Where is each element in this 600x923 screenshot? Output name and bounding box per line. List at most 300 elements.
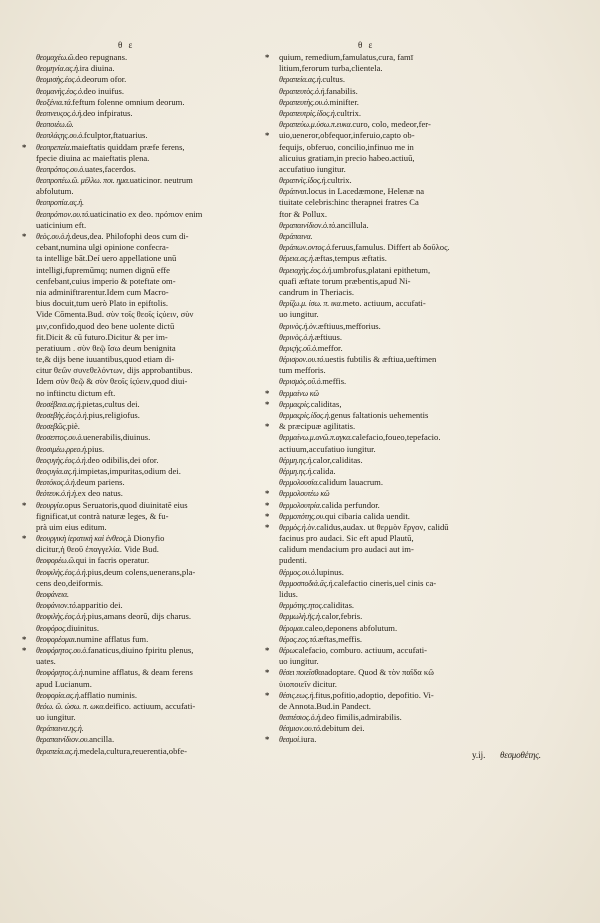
greek-headword: θερμολουσία. — [279, 478, 320, 488]
latin-gloss: æftas,meffis. — [317, 633, 363, 644]
latin-gloss: qui in facris operatur. — [75, 555, 150, 566]
latin-gloss: numine afflatus fum. — [76, 633, 149, 644]
running-head-left: θ ε — [118, 40, 135, 50]
latin-gloss: & præcipuæ agilitatis. — [279, 421, 356, 432]
entry-line — [265, 734, 550, 745]
greek-headword: θεραπαινίδιον.ὁ.τὸ. — [279, 220, 337, 230]
latin-gloss: æftiuus,mefforius. — [317, 320, 381, 331]
entry-line — [265, 276, 550, 287]
greek-headword: θερμαίνω.μ.ανῶ.π.αγκα. — [279, 433, 352, 443]
entry-line — [22, 455, 277, 466]
greek-headword: θεοσεβὴς.έος.ὁ.ἡ. — [36, 411, 89, 420]
entry-line — [22, 142, 277, 153]
entry-line — [265, 623, 550, 634]
latin-gloss: debitum dei. — [321, 723, 365, 734]
latin-gloss: facinus pro audaci. Sic eft apud Plautū, — [279, 533, 414, 544]
greek-headword: θεότευκ.ό.ἡ.ἡ. — [36, 489, 78, 499]
latin-gloss: cultrix. — [327, 175, 352, 186]
latin-gloss: uenerabilis,diuinus. — [82, 432, 151, 443]
entry-line — [265, 466, 550, 477]
entry-line — [22, 399, 277, 410]
latin-gloss: deus,dea. Philofophi deos cum di- — [71, 231, 189, 241]
greek-headword: θερμὸς.ἡ.ὸν. — [279, 522, 317, 532]
entry-line — [265, 321, 550, 332]
greek-headword: θεραπνὶς.ίδος.ἡ. — [279, 176, 328, 186]
greek-headword: θεοσεβῶς. — [36, 422, 68, 432]
entry-line — [22, 298, 277, 309]
latin-gloss: calefacio,foueo,tepefacio. — [351, 432, 441, 443]
entry-line — [22, 488, 277, 499]
latin-gloss: quium, remedium,famulatus,cura, famī — [279, 52, 414, 62]
latin-gloss: actiuum,accufatiuo iungitur. — [279, 443, 376, 454]
entry-line — [265, 376, 550, 387]
entry-line — [265, 600, 550, 611]
asterisk-mark: * — [22, 533, 27, 544]
entry-line — [22, 119, 277, 130]
latin-gloss: meffor. — [317, 342, 343, 353]
latin-gloss: medela,cultura,reuerentia,obfe- — [79, 745, 187, 756]
entry-line — [22, 164, 277, 175]
latin-gloss: caliditas, — [310, 398, 342, 409]
entry-line — [22, 701, 277, 712]
latin-gloss: no inftinctu dictum eft. — [36, 387, 116, 398]
asterisk-mark: * — [265, 52, 270, 62]
greek-headword: θεοφόρος. — [36, 623, 67, 633]
greek-headword: θερμότης.ητος. — [279, 601, 324, 611]
running-head-right: θ ε — [358, 40, 375, 50]
greek-headword: θεοφάνιον.τό. — [36, 601, 78, 611]
greek-headword: θεοξένια.τά. — [36, 97, 73, 107]
latin-gloss: caliditas. — [323, 600, 355, 611]
latin-gloss: uo iungitur. — [279, 309, 319, 320]
latin-gloss: uates. — [36, 656, 56, 667]
entry-line — [22, 511, 277, 522]
greek-headword: θερίζω.μ. ίσω. π. ικα. — [279, 299, 343, 309]
asterisk-mark: * — [22, 644, 27, 655]
latin-gloss: cenfebant,cuius imperio & poteftate om- — [36, 275, 176, 286]
greek-headword: θερμαςρὶς. — [279, 399, 311, 409]
greek-headword: θεοσεπτος.ου.ὁ. — [36, 433, 83, 443]
entry-line — [265, 690, 550, 701]
greek-headword: θεοφάνεια. — [36, 590, 69, 599]
entry-line — [22, 611, 277, 622]
entry-line — [22, 533, 277, 544]
latin-gloss: meffis. — [322, 376, 347, 387]
latin-gloss: calida. — [312, 465, 336, 476]
latin-gloss: à Dionyfio — [127, 533, 165, 544]
entry-line — [265, 645, 550, 656]
entry-line — [265, 455, 550, 466]
entry-line — [265, 209, 550, 220]
asterisk-mark: * — [22, 231, 27, 241]
entry-line — [265, 611, 550, 622]
entry-line — [22, 466, 277, 477]
latin-gloss: fanabilis. — [326, 85, 358, 96]
greek-headword: θεράπναι. — [279, 187, 309, 197]
greek-headword: θέρμος.ου.ὁ. — [279, 567, 317, 577]
entry-line — [22, 287, 277, 298]
latin-gloss: deo inuifus. — [83, 85, 125, 96]
greek-headword: θεραπεύω.μ.ύσω.π.ευκα. — [279, 120, 353, 130]
asterisk-mark: * — [22, 499, 27, 510]
greek-headword: θεοφορέομαι. — [36, 634, 77, 644]
latin-gloss: apud Lucianum. — [36, 678, 92, 689]
greek-headword: θεραπεία.ας.ἡ. — [279, 75, 323, 85]
latin-gloss: ta intellige bāt.Deí uero appellatione unū — [36, 253, 177, 264]
greek-headword: θεοπροπία.ας.ἡ. — [36, 198, 84, 208]
latin-gloss: intelligi,fupremūmq; numen dignū effe — [36, 264, 170, 275]
entry-line — [265, 298, 550, 309]
greek-headword: θεουργία. — [36, 500, 65, 510]
latin-gloss: deifico. actiuum, accufati- — [105, 700, 196, 711]
entry-line — [265, 432, 550, 443]
latin-gloss: umbrofus,platani epithetum, — [333, 264, 431, 275]
latin-gloss: prà uim eius editum. — [36, 521, 107, 532]
latin-gloss: maieftatis quiddam præfe ferens, — [71, 141, 185, 152]
greek-headword: θέρεια.ας.ἡ. — [279, 254, 315, 264]
entry-line — [265, 119, 550, 130]
greek-headword: θεραπευτὴς.ου.ὁ. — [279, 97, 330, 107]
entry-line — [22, 130, 277, 141]
latin-gloss: uaticinium eft. — [36, 219, 87, 230]
latin-gloss: uio,ueneror,obfequor,inferuio,capto ob- — [279, 130, 415, 141]
entry-line — [22, 108, 277, 119]
entry-line — [265, 164, 550, 175]
greek-headword: θέσις.εως.ἡ. — [279, 690, 316, 700]
greek-headword: θεουργικὴ ἱερατικὴ καὶ ἐνθεος, — [36, 534, 128, 544]
greek-headword: θεραπευτρὶς.ίδος.ἡ. — [279, 108, 337, 118]
asterisk-mark: * — [265, 689, 270, 700]
greek-headword: θεοπλάςης.ου.ὁ. — [36, 131, 84, 141]
greek-headword: θεσπέσιος.ὁ.ἡ. — [279, 713, 322, 723]
greek-headword: θερμολουτέω κῶ — [279, 489, 330, 499]
latin-gloss: bius docuit,tum uerò Plato in epiftolis. — [36, 298, 168, 309]
entry-line — [22, 634, 277, 645]
entry-line — [22, 656, 277, 667]
entry-line — [22, 734, 277, 745]
asterisk-mark: * — [265, 499, 270, 510]
entry-line — [265, 253, 550, 264]
latin-gloss: qui cibaria calida uendit. — [324, 510, 410, 521]
latin-gloss: meto. actiuum, accufati- — [342, 298, 426, 309]
entry-line — [22, 444, 277, 455]
entry-line — [265, 175, 550, 186]
latin-gloss: afflatio numinis. — [80, 689, 138, 700]
latin-gloss: pius. — [87, 443, 105, 454]
entry-line — [22, 746, 277, 757]
entry-line — [22, 712, 277, 723]
greek-headword: θερινὸς.ὁ.ἡ. — [279, 332, 315, 342]
entry-line — [265, 544, 550, 555]
entry-line — [22, 365, 277, 376]
greek-headword: θερμολουτρία. — [279, 500, 322, 510]
latin-gloss: deo odibilis,dei ofor. — [87, 454, 159, 465]
entry-line — [22, 567, 277, 578]
entry-line — [265, 421, 550, 432]
latin-gloss: fit.Dicit & cū futuro.Dicitur & per im- — [36, 331, 168, 342]
asterisk-mark: * — [265, 387, 270, 398]
latin-gloss: feruus,famulus. Differt ab δοῦλος. — [331, 242, 450, 253]
greek-headword: θεοπροπέω.ῶ. μέλλω. ποι. ημα. — [36, 176, 130, 186]
greek-headword: θεραπεία.ας.ἡ. — [36, 746, 80, 756]
greek-headword: θέρισρον.ου.τό. — [279, 355, 326, 365]
greek-headword: θεοφόρητος.ου.ὁ. — [36, 645, 88, 655]
latin-gloss: æftas,tempus æftatis. — [314, 253, 387, 264]
entry-line — [265, 231, 550, 242]
entry-line — [265, 656, 550, 667]
greek-headword: θερισμὸς.οῦ.ὁ. — [279, 377, 323, 387]
greek-headword: θερινὸς.ἡ.ὸν. — [279, 321, 318, 331]
entry-line — [22, 410, 277, 421]
greek-headword: θεομανὴς.έος.ὁ. — [36, 86, 84, 96]
latin-gloss: deo infpiratus. — [82, 107, 133, 118]
entry-line — [265, 410, 550, 421]
entry-line — [22, 321, 277, 332]
latin-gloss: tiuitate celebris:hinc therapnei fratres Ca — [279, 197, 419, 208]
latin-gloss: Idem σὺν θεῷ & σὺν θεοῖς ἰςύειν,quod diui- — [36, 376, 188, 387]
entry-line — [265, 667, 550, 678]
right-column — [265, 52, 550, 746]
entry-line — [265, 153, 550, 164]
latin-gloss: μιν,confido,quod deo bene uolente dictū — [36, 320, 175, 331]
catchword: θεσμοθέτης. — [500, 750, 541, 760]
latin-gloss: genus faltationis uehementis — [330, 410, 429, 420]
latin-gloss: dicitur,ἡ θεοῦ ἐπαγγελία. Vide Bud. — [36, 544, 159, 555]
greek-headword: θεράπαινα. — [279, 232, 313, 241]
latin-gloss: deo fimilis,admirabilis. — [321, 712, 402, 723]
greek-headword: θεοφιλὴς.έος.ὁ.ἡ. — [36, 612, 88, 622]
entry-line — [22, 220, 277, 231]
entry-line — [22, 309, 277, 320]
latin-gloss: fitus,pofitio,adoptio, depofitio. Vi- — [315, 689, 434, 700]
entry-line — [22, 421, 277, 432]
asterisk-mark: * — [265, 734, 270, 745]
asterisk-mark: * — [265, 644, 270, 655]
latin-gloss: cultrix. — [336, 107, 362, 118]
entry-line — [22, 153, 277, 164]
latin-gloss: nia adminiftrarentur.Idem cum Macro- — [36, 286, 169, 297]
entry-line — [265, 52, 550, 63]
latin-gloss: pius,amans deorū, dijs charus. — [87, 611, 191, 622]
entry-line — [265, 265, 550, 276]
greek-headword: θεοπρεπεία. — [36, 142, 72, 152]
entry-line — [265, 63, 550, 74]
greek-headword: θέρμη.ης.ἡ. — [279, 466, 313, 476]
latin-gloss: alicuius gratiam,in precio habeo.actiuū, — [279, 152, 415, 163]
entry-line — [22, 477, 277, 488]
latin-gloss: uates,facerdos. — [84, 163, 136, 174]
entry-line — [22, 97, 277, 108]
entry-line — [22, 276, 277, 287]
greek-headword: θέσμιον.ου.τό. — [279, 724, 322, 734]
greek-headword: θεσμοὶ. — [279, 735, 301, 745]
latin-gloss: pius,deum colens,uenerans,pla- — [87, 566, 196, 577]
greek-headword: θερμαίνω κῶ — [279, 388, 319, 398]
latin-gloss: citur θεῶν συνεθελόντων, dijs approbantibus. — [36, 365, 193, 376]
asterisk-mark: * — [22, 633, 27, 644]
latin-gloss: calor,febris. — [321, 611, 363, 622]
latin-gloss: caleo,deponens abfolutum. — [304, 622, 398, 633]
greek-headword: θεοπρόπος.ου.ὁ. — [36, 164, 85, 174]
latin-gloss: ira diuina. — [79, 63, 115, 74]
entry-line — [22, 555, 277, 566]
entry-line — [22, 589, 277, 600]
entry-line — [265, 723, 550, 734]
entry-line — [265, 701, 550, 712]
entry-line — [22, 623, 277, 634]
latin-gloss: pudenti. — [279, 555, 307, 566]
latin-gloss: iura. — [300, 734, 317, 745]
greek-headword: θερμωλὴ.ῆς.ἡ. — [279, 612, 322, 622]
latin-gloss: fequijs, obferuo, concilio,infinuo me in — [279, 141, 414, 152]
entry-line — [265, 332, 550, 343]
entry-line — [265, 365, 550, 376]
entry-line — [265, 74, 550, 85]
latin-gloss: fanaticus,diuino fpiritu plenus, — [87, 644, 194, 655]
latin-gloss: deorum ofor. — [81, 74, 127, 85]
greek-headword: θερμοσποδιὰ.ᾶς.ἡ. — [279, 578, 335, 588]
entry-line — [22, 74, 277, 85]
entry-line — [22, 209, 277, 220]
latin-gloss: minifter. — [329, 96, 359, 107]
latin-gloss: abfolutum. — [36, 186, 74, 197]
entry-line — [22, 231, 277, 242]
entry-line — [265, 477, 550, 488]
latin-gloss: uo iungitur. — [36, 712, 76, 723]
latin-gloss: ancilla. — [89, 734, 115, 745]
entry-line — [265, 86, 550, 97]
greek-headword: θεριςὴς.οῦ.ὁ. — [279, 343, 318, 353]
entry-line — [22, 265, 277, 276]
entry-line — [22, 645, 277, 656]
greek-headword: θεοποιέω.ῶ. — [36, 120, 74, 130]
latin-gloss: calida perfundor. — [321, 499, 380, 510]
entry-line — [265, 186, 550, 197]
greek-headword: θεραπαινίδιον.ου. — [36, 735, 90, 745]
entry-line — [22, 86, 277, 97]
latin-gloss: peratiuum . σὺν θεῷ ἴσω deum benignita — [36, 342, 176, 353]
latin-gloss: numine afflatus, & deam ferens — [84, 667, 193, 678]
latin-gloss: quafi æftate torum præbentis,apud Ni- — [279, 275, 411, 286]
latin-gloss: uaticinor. neutrum — [129, 175, 193, 186]
greek-headword: θεοτόκος.ὁ.ἡ. — [36, 478, 77, 488]
greek-headword: θεοςυγία.ας.ἡ. — [36, 466, 79, 476]
latin-gloss: calefactio cineris,uel cinis ca- — [334, 577, 437, 588]
entry-line — [265, 142, 550, 153]
entry-line — [265, 444, 550, 455]
entry-line — [265, 589, 550, 600]
greek-headword: θεὸς.ου.ὁ.ἡ. — [36, 232, 72, 241]
entry-line — [22, 52, 277, 63]
greek-headword: θεοφορέω.ῶ. — [36, 556, 76, 566]
latin-gloss: candrum in Theriacis. — [279, 286, 355, 297]
greek-headword: θέρμη.ης.ἡ. — [279, 455, 313, 465]
latin-gloss: piè. — [67, 421, 80, 432]
latin-gloss: pius,religiofus. — [88, 410, 140, 420]
latin-gloss: calidum mendacium pro audaci aut im- — [279, 544, 414, 555]
latin-gloss: impietas,impuritas,odium dei. — [78, 465, 181, 476]
greek-headword: θερειαχὴς.έος.ὁ.ἡ. — [279, 265, 333, 275]
latin-gloss: de Annota.Bud.in Pandect. — [279, 700, 371, 711]
latin-gloss: ancillula. — [336, 219, 369, 230]
entry-line — [265, 309, 550, 320]
entry-line — [265, 567, 550, 578]
latin-gloss: Vide Cōmenta.Bud. σὺν τοῖς θεοῖς ἰςύειν, σὺν — [36, 309, 194, 320]
asterisk-mark: * — [265, 510, 270, 521]
latin-gloss: fculptor,ftatuarius. — [83, 130, 148, 141]
left-column — [22, 52, 277, 757]
asterisk-mark: * — [265, 421, 270, 432]
greek-headword: θεομαχέω.ῶ. — [36, 53, 76, 62]
greek-headword: θέρω — [279, 645, 295, 655]
asterisk-mark: * — [265, 488, 270, 499]
greek-headword: θεομισὴς.έος.ὁ. — [36, 75, 82, 85]
latin-gloss: lidus. — [279, 589, 298, 599]
latin-gloss: deo repugnans. — [75, 52, 128, 62]
entry-line — [22, 332, 277, 343]
entry-line — [265, 578, 550, 589]
entry-line — [22, 544, 277, 555]
greek-headword: θέρομαι. — [279, 623, 305, 633]
greek-headword: θέρος.εος.τό. — [279, 634, 318, 644]
latin-gloss: fignificat,ut contrà naturæ leges, & fu- — [36, 510, 169, 521]
entry-line — [22, 679, 277, 690]
latin-gloss: deum pariens. — [76, 477, 125, 488]
greek-headword: θεοςυγὴς.έος.ὁ.ἡ. — [36, 455, 88, 465]
entry-line — [265, 130, 550, 141]
greek-headword: θερμαςρὶς.ίδος.ἡ. — [279, 411, 331, 420]
greek-headword: θεοφιλὴς.έος.ὁ.ἡ. — [36, 567, 88, 577]
entry-line — [22, 186, 277, 197]
entry-line — [22, 242, 277, 253]
entry-line — [265, 679, 550, 690]
entry-line — [22, 690, 277, 701]
greek-headword: θεομηνία.ας.ἡ. — [36, 64, 80, 74]
latin-gloss: te,& dijs bene iuuantibus,quod etiam di- — [36, 354, 175, 365]
entry-line — [265, 354, 550, 365]
entry-line — [265, 522, 550, 533]
greek-headword: θεοπρόπιον.ου.τό. — [36, 209, 90, 219]
entry-line — [265, 712, 550, 723]
entry-line — [22, 197, 277, 208]
asterisk-mark: * — [265, 398, 270, 409]
greek-headword: θεοσιμέω.ρρεο.ἡ. — [36, 444, 88, 454]
asterisk-mark: * — [265, 130, 270, 141]
entry-line — [265, 488, 550, 499]
latin-gloss: uo iungitur. — [279, 656, 319, 667]
latin-gloss: calefacio, comburo. actiuum, accufati- — [294, 644, 427, 655]
latin-gloss: feftum folenne omnium deorum. — [72, 96, 185, 107]
greek-headword: θεράπων.οντος.ὁ. — [279, 243, 332, 253]
latin-gloss: cens deo,deiformis. — [36, 577, 104, 588]
entry-line — [22, 376, 277, 387]
latin-gloss: calor,caliditas. — [312, 454, 363, 465]
latin-gloss: ex deo natus. — [77, 488, 123, 499]
entry-line — [265, 511, 550, 522]
latin-gloss: locus in Lacedæmone, Helenæ na — [308, 186, 425, 197]
greek-headword: θεοσέβεια.ας.ἡ. — [36, 399, 83, 409]
entry-line — [265, 634, 550, 645]
entry-line — [265, 220, 550, 231]
entry-line — [265, 500, 550, 511]
entry-line — [22, 578, 277, 589]
latin-gloss: curo, colo, medeor,fer- — [352, 119, 431, 130]
entry-line — [22, 500, 277, 511]
entry-line — [265, 97, 550, 108]
latin-gloss: adoptare. Quod & τὸν παῖδα κῶ — [324, 667, 434, 678]
entry-line — [22, 432, 277, 443]
latin-gloss: uaticinatio ex deo. πρόπιον enim — [89, 208, 203, 219]
